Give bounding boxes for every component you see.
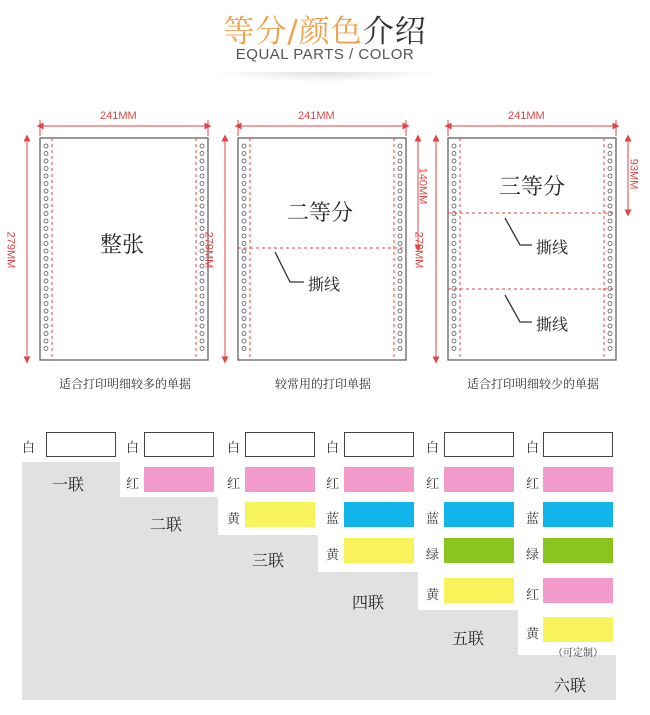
height-label: 279MM bbox=[202, 231, 215, 269]
color-label-white: 白 bbox=[326, 441, 340, 456]
swatch-white bbox=[144, 432, 214, 457]
swatch-green bbox=[543, 538, 613, 563]
color-label-red: 红 bbox=[126, 477, 140, 492]
color-label-white: 白 bbox=[22, 441, 36, 456]
height-label: 279MM bbox=[4, 231, 17, 269]
color-label-green: 绿 bbox=[526, 548, 540, 563]
width-label: 241MM bbox=[100, 110, 137, 122]
tear-label: 撕线 bbox=[308, 275, 341, 294]
color-label-red: 红 bbox=[326, 477, 340, 492]
swatch-yellow bbox=[245, 502, 315, 527]
title-rest: 介绍 bbox=[362, 14, 427, 50]
color-label-yellow: 黄 bbox=[326, 548, 340, 563]
color-label-blue: 蓝 bbox=[526, 512, 540, 527]
panel-caption: 适合打印明细较少的单据 bbox=[466, 377, 599, 391]
ply-label-5: 五联 bbox=[452, 629, 485, 648]
swatch-pink bbox=[543, 578, 613, 603]
swatch-yellow bbox=[344, 538, 414, 563]
tear-label: 撕线 bbox=[536, 238, 569, 257]
tear-label: 撕线 bbox=[536, 315, 569, 334]
swatch-cyan bbox=[543, 502, 613, 527]
panel-label: 二等分 bbox=[287, 201, 354, 226]
ply-label-6: 六联 bbox=[554, 676, 587, 695]
swatch-pink bbox=[144, 467, 214, 492]
page-subtitle: EQUAL PARTS / COLOR bbox=[235, 46, 415, 63]
color-label-red: 红 bbox=[426, 477, 440, 492]
width-label: 241MM bbox=[298, 110, 335, 122]
swatch-white bbox=[344, 432, 414, 457]
panel-label: 整张 bbox=[100, 233, 145, 258]
swatch-green bbox=[444, 538, 514, 563]
color-label-yellow: 黄 bbox=[426, 588, 440, 603]
swatch-pink bbox=[245, 467, 315, 492]
ply-label-4: 四联 bbox=[352, 593, 385, 612]
swatch-pink bbox=[444, 467, 514, 492]
color-label-red: 红 bbox=[526, 477, 540, 492]
color-label-white: 白 bbox=[227, 441, 241, 456]
swatch-white bbox=[245, 432, 315, 457]
color-label-white: 白 bbox=[526, 441, 540, 456]
ply-label-2: 二联 bbox=[150, 515, 183, 534]
swatch-white bbox=[46, 432, 116, 457]
swatch-cyan bbox=[344, 502, 414, 527]
swatch-white bbox=[444, 432, 514, 457]
color-label-red: 红 bbox=[526, 588, 540, 603]
ply-label-1: 一联 bbox=[52, 475, 85, 494]
color-label-yellow: 黄 bbox=[526, 627, 540, 642]
section-height-label: 93MM bbox=[627, 158, 640, 190]
swatch-pink bbox=[344, 467, 414, 492]
color-label-red: 红 bbox=[227, 477, 241, 492]
color-label-blue: 蓝 bbox=[426, 512, 440, 527]
height-label: 279MM bbox=[412, 231, 425, 269]
color-label-blue: 蓝 bbox=[326, 512, 340, 527]
color-label-yellow: 黄 bbox=[227, 512, 241, 527]
color-label-green: 绿 bbox=[426, 548, 440, 563]
section-height-label: 140MM bbox=[416, 167, 429, 205]
swatch-pink bbox=[543, 467, 613, 492]
panel-caption: 较常用的打印单据 bbox=[274, 377, 371, 391]
panel-caption: 适合打印明细较多的单据 bbox=[58, 377, 191, 391]
swatch-yellow bbox=[444, 578, 514, 603]
width-label: 241MM bbox=[508, 110, 545, 122]
custom-note: （可定制） bbox=[553, 648, 603, 659]
swatch-yellow bbox=[543, 617, 613, 642]
panel-label: 三等分 bbox=[499, 175, 566, 200]
ply-label-3: 三联 bbox=[252, 551, 285, 570]
color-label-white: 白 bbox=[126, 441, 140, 456]
color-label-white: 白 bbox=[426, 441, 440, 456]
swatch-white bbox=[543, 432, 613, 457]
swatch-cyan bbox=[444, 502, 514, 527]
title-highlight: 等分/颜色 bbox=[223, 14, 363, 50]
